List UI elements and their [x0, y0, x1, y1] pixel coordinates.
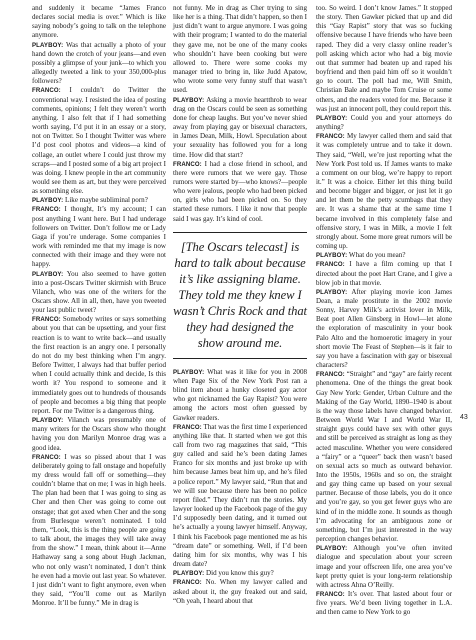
paragraph-text: That was the first time I experienced anything like that. It started when we got this call from two rag magazines that said, “This guy called and said he’s been dating James Franco for six months and just broke up with him because James beat him up, and he’s filed a police report.” My lawyer said, “Run that and we will sue because there has been no police report filed.” They didn’t run the stories. My lawyer looked up the Facebook page of the guy I’d supposedly been dating, and it turned out he’s actually a young lawyer himself. Anyway, I think his Facebook page mentioned me as his “dream date” or something. Well, if I’d been dating him for six months, why was I his dream date? [173, 422, 307, 569]
paragraph-text: Could you and your attorneys do anything? [316, 113, 452, 132]
speaker-label: FRANCO: [316, 371, 345, 379]
paragraph-text: Like maybe subliminal porn? [63, 196, 148, 205]
speaker-label: FRANCO: [173, 579, 202, 587]
text-column-3 [316, 4, 452, 617]
paragraph-text: “Straight” and “gay” are fairly recent phenomena. One of the things the great book Gay New York: Gender, Urban Culture and the Making of the Gay World, 1890–1940 is about is the way those labels have changed behavior. Between World War I and World War II, straight guys could have sex with other guys and still be perceived as straight as long as they acted masculine. Whether you were considered a “fairy” or a “queer” back then wasn’t based on sexual acts so much as outward behavior. Into the 1950s, 1960s and so on, the straight and gay thing came up based on your sexual partner. Because of those labels, you do it once and you’re gay, so you get fewer guys who are kind of in the middle zone. It sounds as though I’m advocating for an ambiguous zone or something, but I’m just interested in the way perception changes behavior. [316, 370, 452, 544]
paragraph-text: Although you’ve often invited dialogue and speculation about your screen image and your offscreen life, one area you’ve kept pretty quiet is your long-term relationship with actress Ahna O’Reilly. [316, 544, 452, 589]
speaker-label: PLAYBOY: [32, 197, 64, 205]
paragraph [32, 453, 166, 609]
paragraph-text: What was it like for you in 2008 when Page Six of the New York Post ran a blind item about a hunky closeted gay actor who got nicknamed the Gay Rapist? You were among the actors most often guessed by Gawker readers. [173, 367, 307, 422]
paragraph-text: No. When my lawyer called and asked about it, the guy freaked out and said, “Oh yeah, I heard about that [173, 578, 307, 605]
speaker-label: PLAYBOY: [32, 41, 64, 49]
paragraph [316, 544, 452, 590]
paragraph [316, 132, 452, 251]
speaker-label: FRANCO: [173, 423, 202, 431]
text-column-1 [32, 4, 166, 608]
speaker-label: PLAYBOY: [173, 570, 205, 578]
paragraph [173, 578, 307, 605]
text-column-2 [173, 4, 307, 606]
paragraph [32, 4, 166, 41]
paragraph-text: You also seemed to have gotten into a post-Oscars Twitter skirmish with Bruce Vilanch, who was one of the writers for the Oscars show. All in all, then, have you tweeted your last public tweet? [32, 269, 166, 315]
speaker-label: PLAYBOY: [316, 545, 348, 553]
paragraph [316, 260, 452, 287]
paragraph-text: I have a film coming up that I directed about the poet Hart Crane, and I give a blow job in that movie. [316, 260, 452, 287]
paragraph [32, 196, 166, 205]
paragraph [316, 590, 452, 617]
speaker-label: PLAYBOY: [32, 417, 64, 425]
paragraph-text: My lawyer called them and said that it was completely untrue and to take it down. They said, “Well, we’re just reporting what the New York Post told us. If James wants to make a comment on our blog, we’re happy to report it.” It was a choice. Either let this thing build and become bigger and bigger, or just let it go and let them be the petty scumbags that they are. It was a shame that at the same time I became involved in this completely false and offensive story, I was in Milk, a movie I felt strongly about. Some more great rumors will be coming up. [316, 132, 452, 251]
paragraph-text: I had a close friend in school, and there were rumors that we were gay. Those rumors were started by—who knows?—people who were jealous, people who had been picked on, girls who had been picked on. So they started these rumors. I like it now that people said I was gay. It’s kind of cool. [173, 159, 307, 223]
paragraph [32, 315, 166, 416]
speaker-label: FRANCO: [32, 316, 61, 324]
column-2-upper-text [173, 4, 307, 224]
speaker-label: PLAYBOY: [173, 96, 205, 104]
paragraph [316, 114, 452, 132]
speaker-label: FRANCO: [173, 160, 202, 168]
speaker-label: FRANCO: [32, 206, 61, 214]
paragraph-text: After playing movie icon James Dean, a male prostitute in the 2002 movie Sonny, Harvey Milk’s activist lover in Milk, Beat poet Allen Ginsberg in Howl—let alone the exploration of masculinity in your book Palo Alto and the homoerotic imagery in your short movie The Feast of Stephen—is it fair to say you have a fascination with gay or bisexual characters? [316, 287, 452, 370]
paragraph-text: I was so pissed about that I was deliberately going to fall onstage and hopefully my dress would fall off or something—they couldn’t blame that on me; I was in high heels. The plan had been that I was going to sing as Cher and then Cher was going to come out onstage; that got axed when Cher and the song from Burlesque weren’t nominated. I told them, “Look, this is the thing people are going to talk about, the images they will take away from the show.” I mean, think about it—Anne Hathaway sang a song about Hugh Jackman, who not only wasn’t nominated, I don’t think he even had a movie out last year. So whatever. I just didn’t want to fight anymore, even when they said, “You’ll come out as Marilyn Monroe. It’ll be funny.” Me in drag is [32, 452, 166, 608]
paragraph-text: I thought, It’s my account; I can post anything I want here. But I had underage followers on Twitter. Don’t follow me or Lady Gaga if you’re underage. Some companies I work with reminded me that my image is now connected with their image and they were not happy. [32, 205, 166, 269]
column-2-lower-text [173, 368, 307, 606]
paragraph [173, 4, 307, 96]
paragraph [316, 370, 452, 544]
speaker-label: FRANCO: [32, 453, 61, 461]
paragraph-text: too. So weird. I don’t know James.” It stopped the story. Then Gawker picked that up and did this “Gay Rapist” story that was so fucking offensive because I have friends who have been raped. They did a very classy online reader’s poll asking which actor who had a big movie out that summer had beaten up and raped his boyfriend and then paid him off so it wouldn’t go to court. The poll had me, Will Smith, Christian Bale and maybe Tom Cruise or some others, and the readers voted for me. Because it was just an innocent poll, they could report this. [316, 4, 452, 113]
speaker-label: FRANCO: [316, 591, 345, 598]
pull-quote: [The Oscars telecast] is hard to talk about because it’s like assigning blame. They told me they knew I wasn’t Chris Rock and that they had designed the show around me. [173, 232, 307, 359]
paragraph-text: I couldn’t do Twitter the conventional way. I resisted the idea of posting comments, opinions; I felt they weren’t worth anything. I also felt that if I had something worth saying, I’d put it in an essay or a story, not on Twitter. So I thought Twitter was where I’d post cool photos and videos—a kind of collage, an outlet where I could just throw my scraps—and I posted some of a big art project I was doing. I knew people in the art community would see them as art, but they were perceived as something else. [32, 86, 166, 196]
paragraph-text: Vilanch was presumably one of many writers for the Oscars show who thought having you don Marilyn Monroe drag was a good idea. [32, 416, 166, 452]
paragraph-text: not funny. Me in drag as Cher trying to sing like her is a thing. That didn’t happen, so then I just didn’t want to argue anymore. I was going with their program; I wanted to do the material they gave me, not be one of the many cooks who shouldn’t have been cooking but were allowed to. There were some cooks my manager tried to bring in, like Judd Apatow, who wrote some very funny stuff that wasn’t used. [173, 4, 307, 95]
paragraph [316, 251, 452, 260]
paragraph-text: Somebody writes or says something about you that can be upsetting, and your first reaction is to want to write back—and usually the first reaction is an angry one. I personally do not do my best thinking when I’m angry. Before Twitter, I always had that buffer period when I could actually think and decide, Is this worth it? You respond to someone and it immediately goes out to hundreds of thousands of people and becomes a big thing that people report. For me Twitter is a dangerous thing. [32, 315, 166, 415]
paragraph-text: Was that actually a photo of your hand down the crotch of your jeans—and even possibly a glimpse of your junk—to which you allegedly tweeted a link to your 350,000-plus followers? [32, 40, 166, 86]
paragraph [173, 569, 307, 578]
page-number: 43 [460, 414, 468, 421]
speaker-label: PLAYBOY: [316, 114, 348, 122]
paragraph [173, 96, 307, 160]
paragraph-text: What do you mean? [347, 251, 406, 260]
paragraph [32, 205, 166, 269]
paragraph [173, 368, 307, 423]
paragraph [32, 41, 166, 87]
paragraph [32, 86, 166, 196]
paragraph-text: and suddenly it became “James Franco declares social media is over.” Which is like saying nobody’s going to talk on the telephone anymore. [32, 4, 166, 40]
paragraph [173, 160, 307, 224]
speaker-label: FRANCO: [316, 133, 345, 141]
paragraph [173, 423, 307, 570]
paragraph-text: Did you know this guy? [204, 569, 274, 578]
paragraph [32, 416, 166, 453]
speaker-label: PLAYBOY: [316, 252, 348, 260]
paragraph-text: It’s over. That lasted about four or five years. We’d been living together in L.A. and then came to New York to go [316, 590, 452, 617]
paragraph [316, 4, 452, 114]
speaker-label: FRANCO: [32, 87, 61, 95]
speaker-label: PLAYBOY: [316, 288, 348, 296]
speaker-label: FRANCO: [316, 261, 345, 269]
speaker-label: PLAYBOY: [173, 368, 205, 376]
paragraph-text: Asking a movie heartthrob to wear drag on the Oscars could be seen as something done for cheap laughs. But you’ve never shied away from playing gay or bisexual characters, in James Dean, Milk, Howl. Speculation about your sexuality has followed you for a long time. How did that start? [173, 95, 307, 159]
paragraph [32, 270, 166, 316]
speaker-label: PLAYBOY: [32, 270, 64, 278]
paragraph [316, 288, 452, 370]
